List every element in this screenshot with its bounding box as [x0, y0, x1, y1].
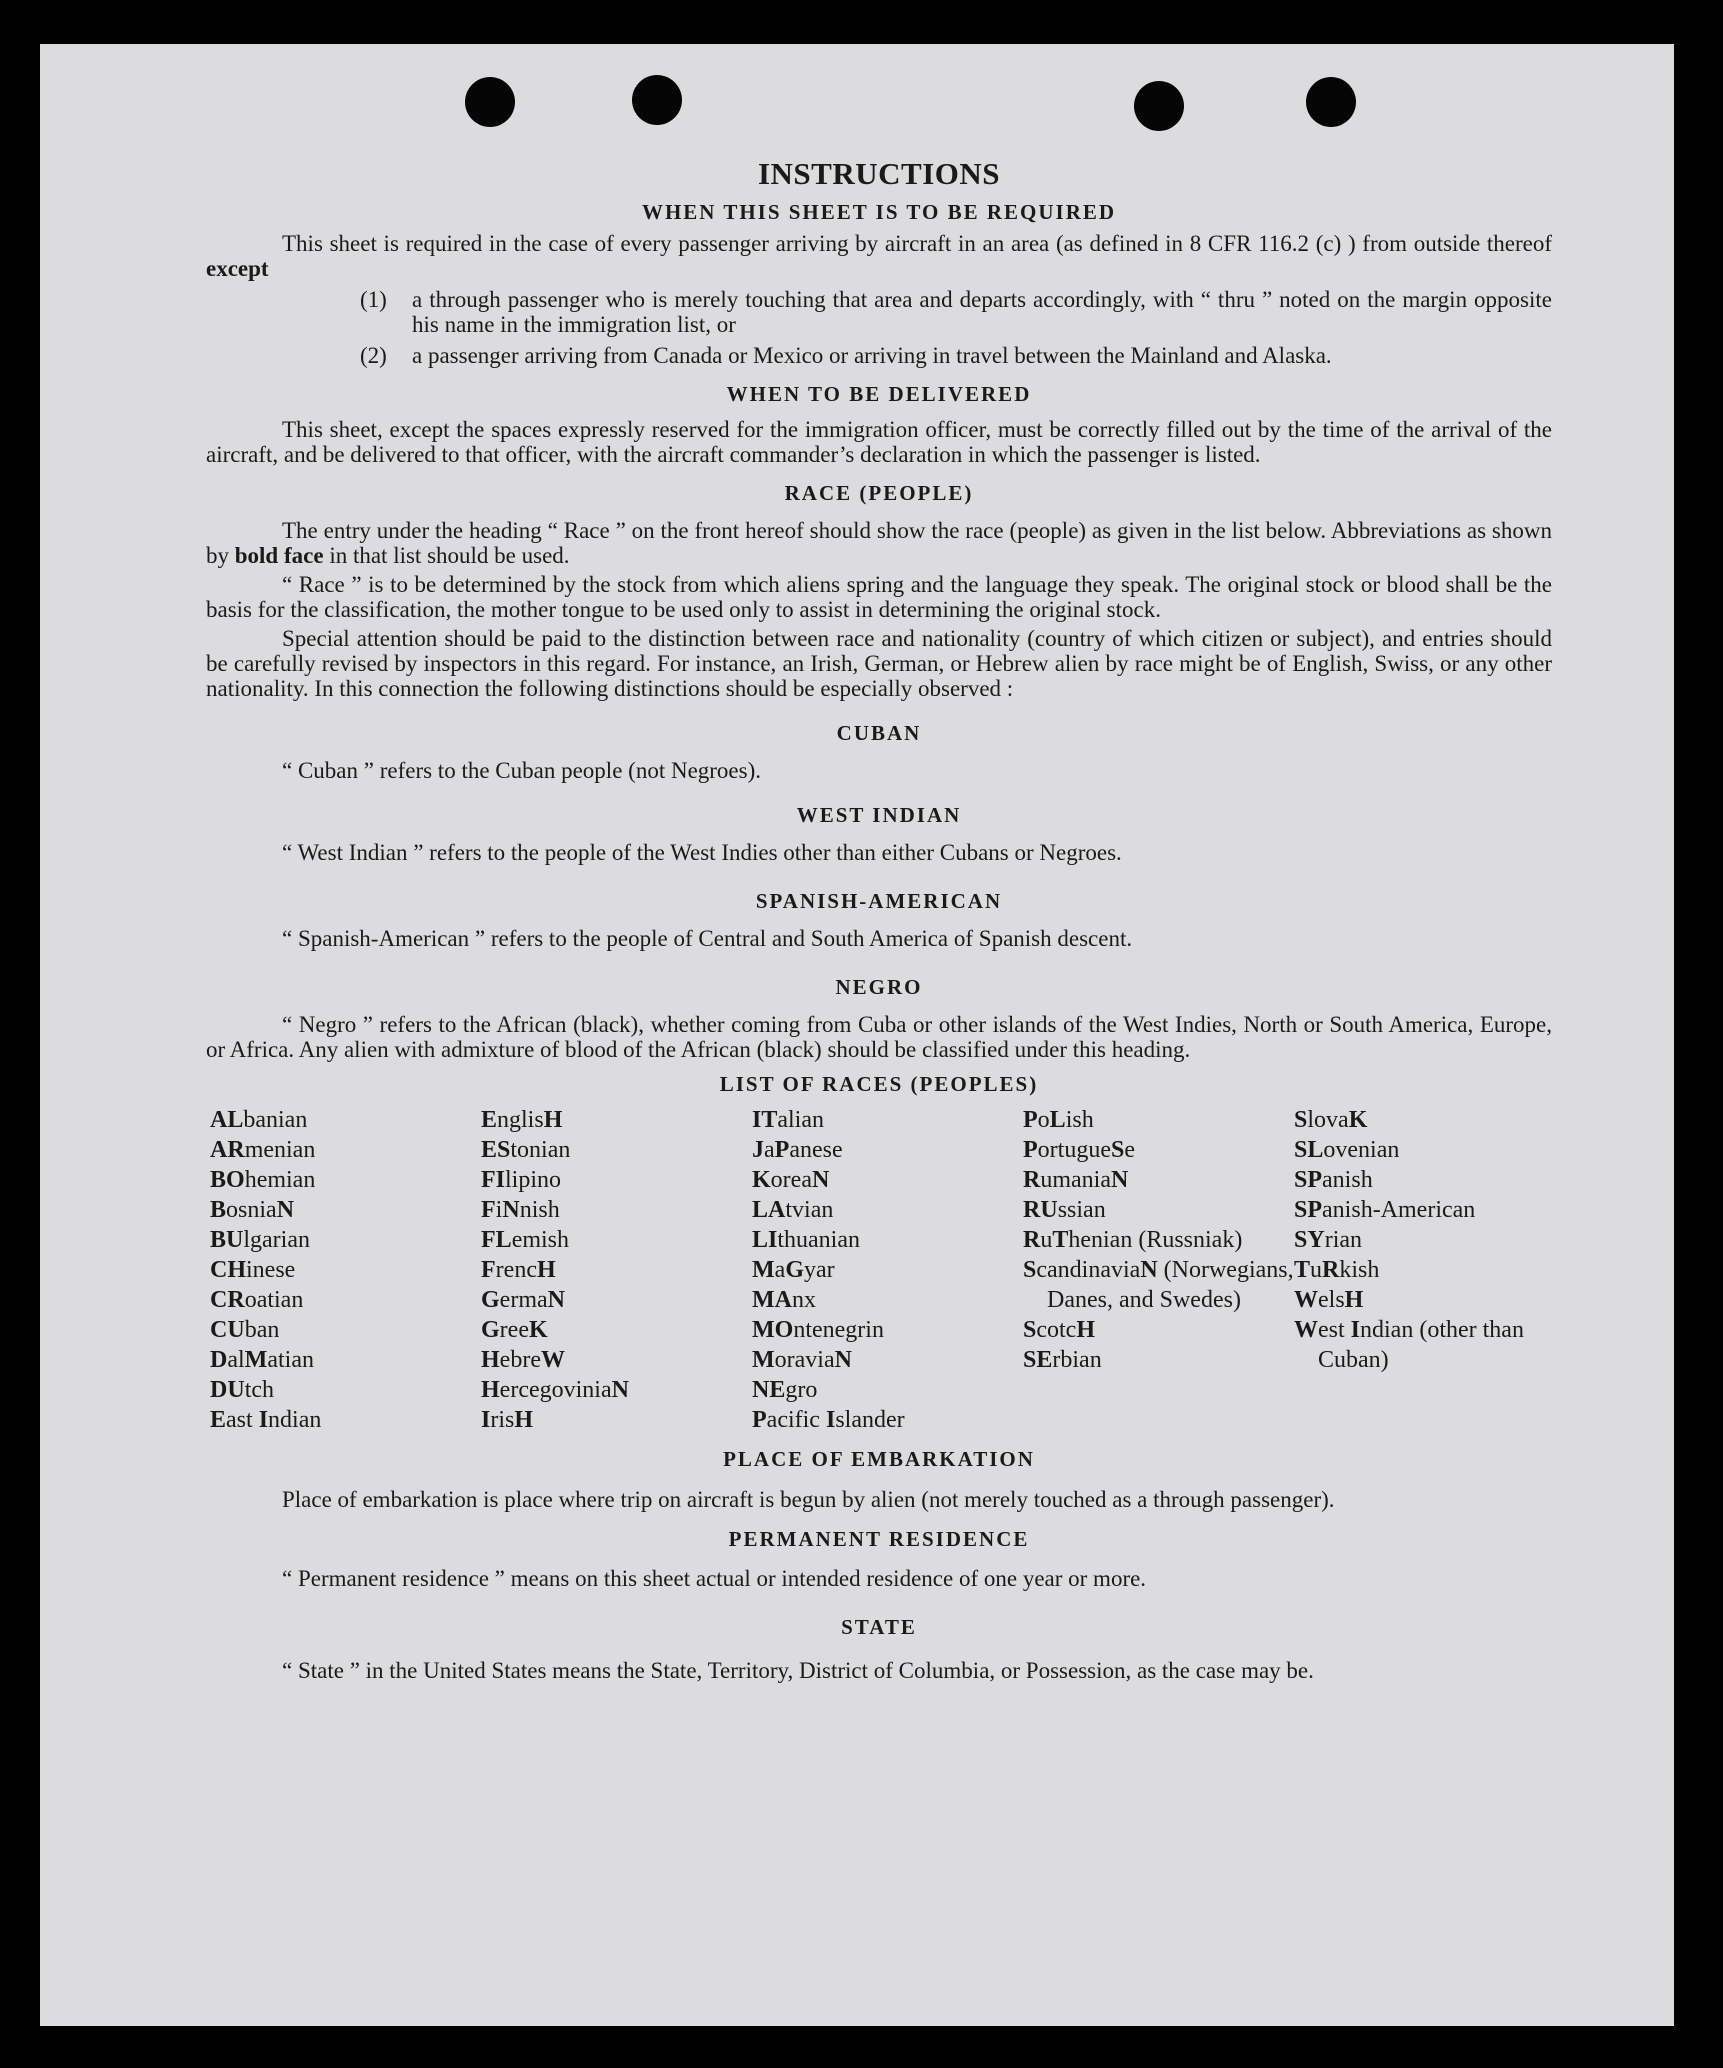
race-entry: BUlgarian [210, 1227, 310, 1253]
race-entry: RuThenian (Russniak) [1023, 1227, 1243, 1253]
state-text: “ State ” in the United States means the State, Territory, District of Columbia, or Possession, as the case may be. [282, 1658, 1314, 1683]
page-title: INSTRUCTIONS [757, 156, 1000, 191]
race-entry: SPanish [1294, 1167, 1373, 1193]
race-entry: HebreW [481, 1347, 565, 1373]
delivered-text: This sheet, except the spaces expressly reserved for the immigration officer, must be correctly filled out by the time of the arrival of the aircraft, and be delivered to that officer, with the aircraft commander’s declaration in which the passenger is listed. [206, 417, 1552, 467]
required-intro: This sheet is required in the case of every passenger arriving by aircraft in an area (as defined in 8 CFR 116.2 (c) ) from outside thereof except [206, 231, 1552, 281]
race-entry: KoreaN [752, 1167, 830, 1193]
exception-item-2: (2) a passenger arriving from Canada or Mexico or arriving in travel between the Mainland and Alaska. [360, 343, 1332, 368]
heading-state: STATE [841, 1615, 917, 1639]
heading-race: RACE (PEOPLE) [784, 481, 974, 505]
exception-item-1: (1) a through passenger who is merely touching that area and departs accordingly, with “ thru ” noted on the margin opposite his name in the immigration list, or [360, 287, 1552, 337]
race-column [1023, 1105, 1294, 1435]
race-entry: EnglisH [481, 1107, 563, 1133]
race-entry: FiNnish [481, 1197, 560, 1223]
document-page [40, 44, 1674, 2026]
race-paragraph-2: “ Race ” is to be determined by the stock from which aliens spring and the language they speak. The original stock or blood shall be the basis for the classification, the mother tongue to be used only to assist in determining the original stock. [206, 572, 1552, 622]
race-entry: SYrian [1294, 1227, 1363, 1253]
embarkation-text: Place of embarkation is place where trip on aircraft is begun by alien (not merely touched as a through passenger). [282, 1487, 1335, 1512]
race-list [210, 1105, 1552, 1435]
race-entry: MaGyar [752, 1257, 835, 1283]
race-entry: West Indian (other than Cuban) [1294, 1317, 1524, 1373]
race-entry: EStonian [481, 1137, 571, 1163]
race-entry: BOhemian [210, 1167, 316, 1193]
heading-list-of-races: LIST OF RACES (PEOPLES) [719, 1072, 1039, 1096]
race-entry: SPanish-American [1294, 1197, 1476, 1223]
heading-when-required: WHEN THIS SHEET IS TO BE REQUIRED [641, 200, 1117, 224]
race-entry: GermaN [481, 1287, 565, 1313]
race-entry: MoraviaN [752, 1347, 852, 1373]
heading-west-indian: WEST INDIAN [796, 803, 962, 827]
race-column [210, 1105, 481, 1435]
heading-permanent-residence: PERMANENT RESIDENCE [728, 1527, 1030, 1551]
race-entry: ScandinaviaN (Norwegians, Danes, and Swedes) [1023, 1257, 1294, 1313]
race-entry: LIthuanian [752, 1227, 860, 1253]
race-column [481, 1105, 752, 1435]
race-entry: MOntenegrin [752, 1317, 884, 1343]
race-entry: WelsH [1294, 1287, 1364, 1313]
west-indian-text: “ West Indian ” refers to the people of the West Indies other than either Cubans or Negroes. [282, 840, 1122, 865]
race-entry: BosniaN [210, 1197, 295, 1223]
race-entry: ITalian [752, 1107, 824, 1133]
heading-negro: NEGRO [835, 975, 923, 999]
race-entry: PortugueSe [1023, 1137, 1135, 1163]
race-entry: Pacific Islander [752, 1407, 905, 1433]
cuban-text: “ Cuban ” refers to the Cuban people (not Negroes). [282, 758, 762, 783]
race-entry: IrisH [481, 1407, 534, 1433]
residence-text: “ Permanent residence ” means on this sheet actual or intended residence of one year or more. [282, 1566, 1147, 1591]
race-entry: SLovenian [1294, 1137, 1400, 1163]
race-column [752, 1105, 1023, 1435]
race-entry: DalMatian [210, 1347, 314, 1373]
race-entry: CRoatian [210, 1287, 304, 1313]
heading-spanish-american: SPANISH-AMERICAN [755, 889, 1003, 913]
heading-place-of-embarkation: PLACE OF EMBARKATION [723, 1447, 1035, 1471]
race-column [1294, 1105, 1565, 1435]
race-paragraph-1: The entry under the heading “ Race ” on the front hereof should show the race (people) as given in the list below. Abbreviations as shown by bold face in that list should be used. [206, 518, 1552, 568]
punch-hole [465, 77, 515, 127]
punch-hole [632, 75, 682, 125]
race-entry: PoLish [1023, 1107, 1094, 1133]
race-paragraph-3: Special attention should be paid to the distinction between race and nationality (country of which citizen or subject), and entries should be carefully revised by inspectors in this regard. For instance, an Irish, German, or Hebrew alien by race might be of English, Swiss, or any other nationality. In this connection the following distinctions should be especially observed : [206, 626, 1552, 701]
race-entry: ARmenian [210, 1137, 316, 1163]
spanish-american-text: “ Spanish-American ” refers to the people of Central and South America of Spanish descent. [282, 926, 1133, 951]
race-entry: SlovaK [1294, 1107, 1368, 1133]
race-entry: JaPanese [752, 1137, 843, 1163]
heading-when-delivered: WHEN TO BE DELIVERED [726, 382, 1032, 406]
punch-hole [1134, 81, 1184, 131]
punch-hole [1306, 77, 1356, 127]
race-entry: CHinese [210, 1257, 296, 1283]
race-entry: ALbanian [210, 1107, 308, 1133]
race-entry: ScotcH [1023, 1317, 1096, 1343]
race-entry: LAtvian [752, 1197, 834, 1223]
race-entry: East Indian [210, 1407, 322, 1433]
instructions-body [206, 156, 1552, 1687]
race-entry: TuRkish [1294, 1257, 1380, 1283]
race-entry: MAnx [752, 1287, 816, 1313]
race-entry: HercegoviniaN [481, 1377, 629, 1403]
heading-cuban: CUBAN [836, 721, 922, 745]
race-entry: NEgro [752, 1377, 818, 1403]
negro-text: “ Negro ” refers to the African (black), whether coming from Cuba or other islands of the West Indies, North or South America, Europe, or Africa. Any alien with admixture of blood of the African (black) should be classified under this heading. [206, 1012, 1552, 1062]
race-entry: SErbian [1023, 1347, 1102, 1373]
race-entry: GreeK [481, 1317, 548, 1343]
race-entry: FLemish [481, 1227, 570, 1253]
race-entry: FIlipino [481, 1167, 562, 1193]
race-entry: RumaniaN [1023, 1167, 1129, 1193]
race-entry: DUtch [210, 1377, 275, 1403]
race-entry: CUban [210, 1317, 280, 1343]
race-entry: RUssian [1023, 1197, 1106, 1223]
race-entry: FrencH [481, 1257, 556, 1283]
